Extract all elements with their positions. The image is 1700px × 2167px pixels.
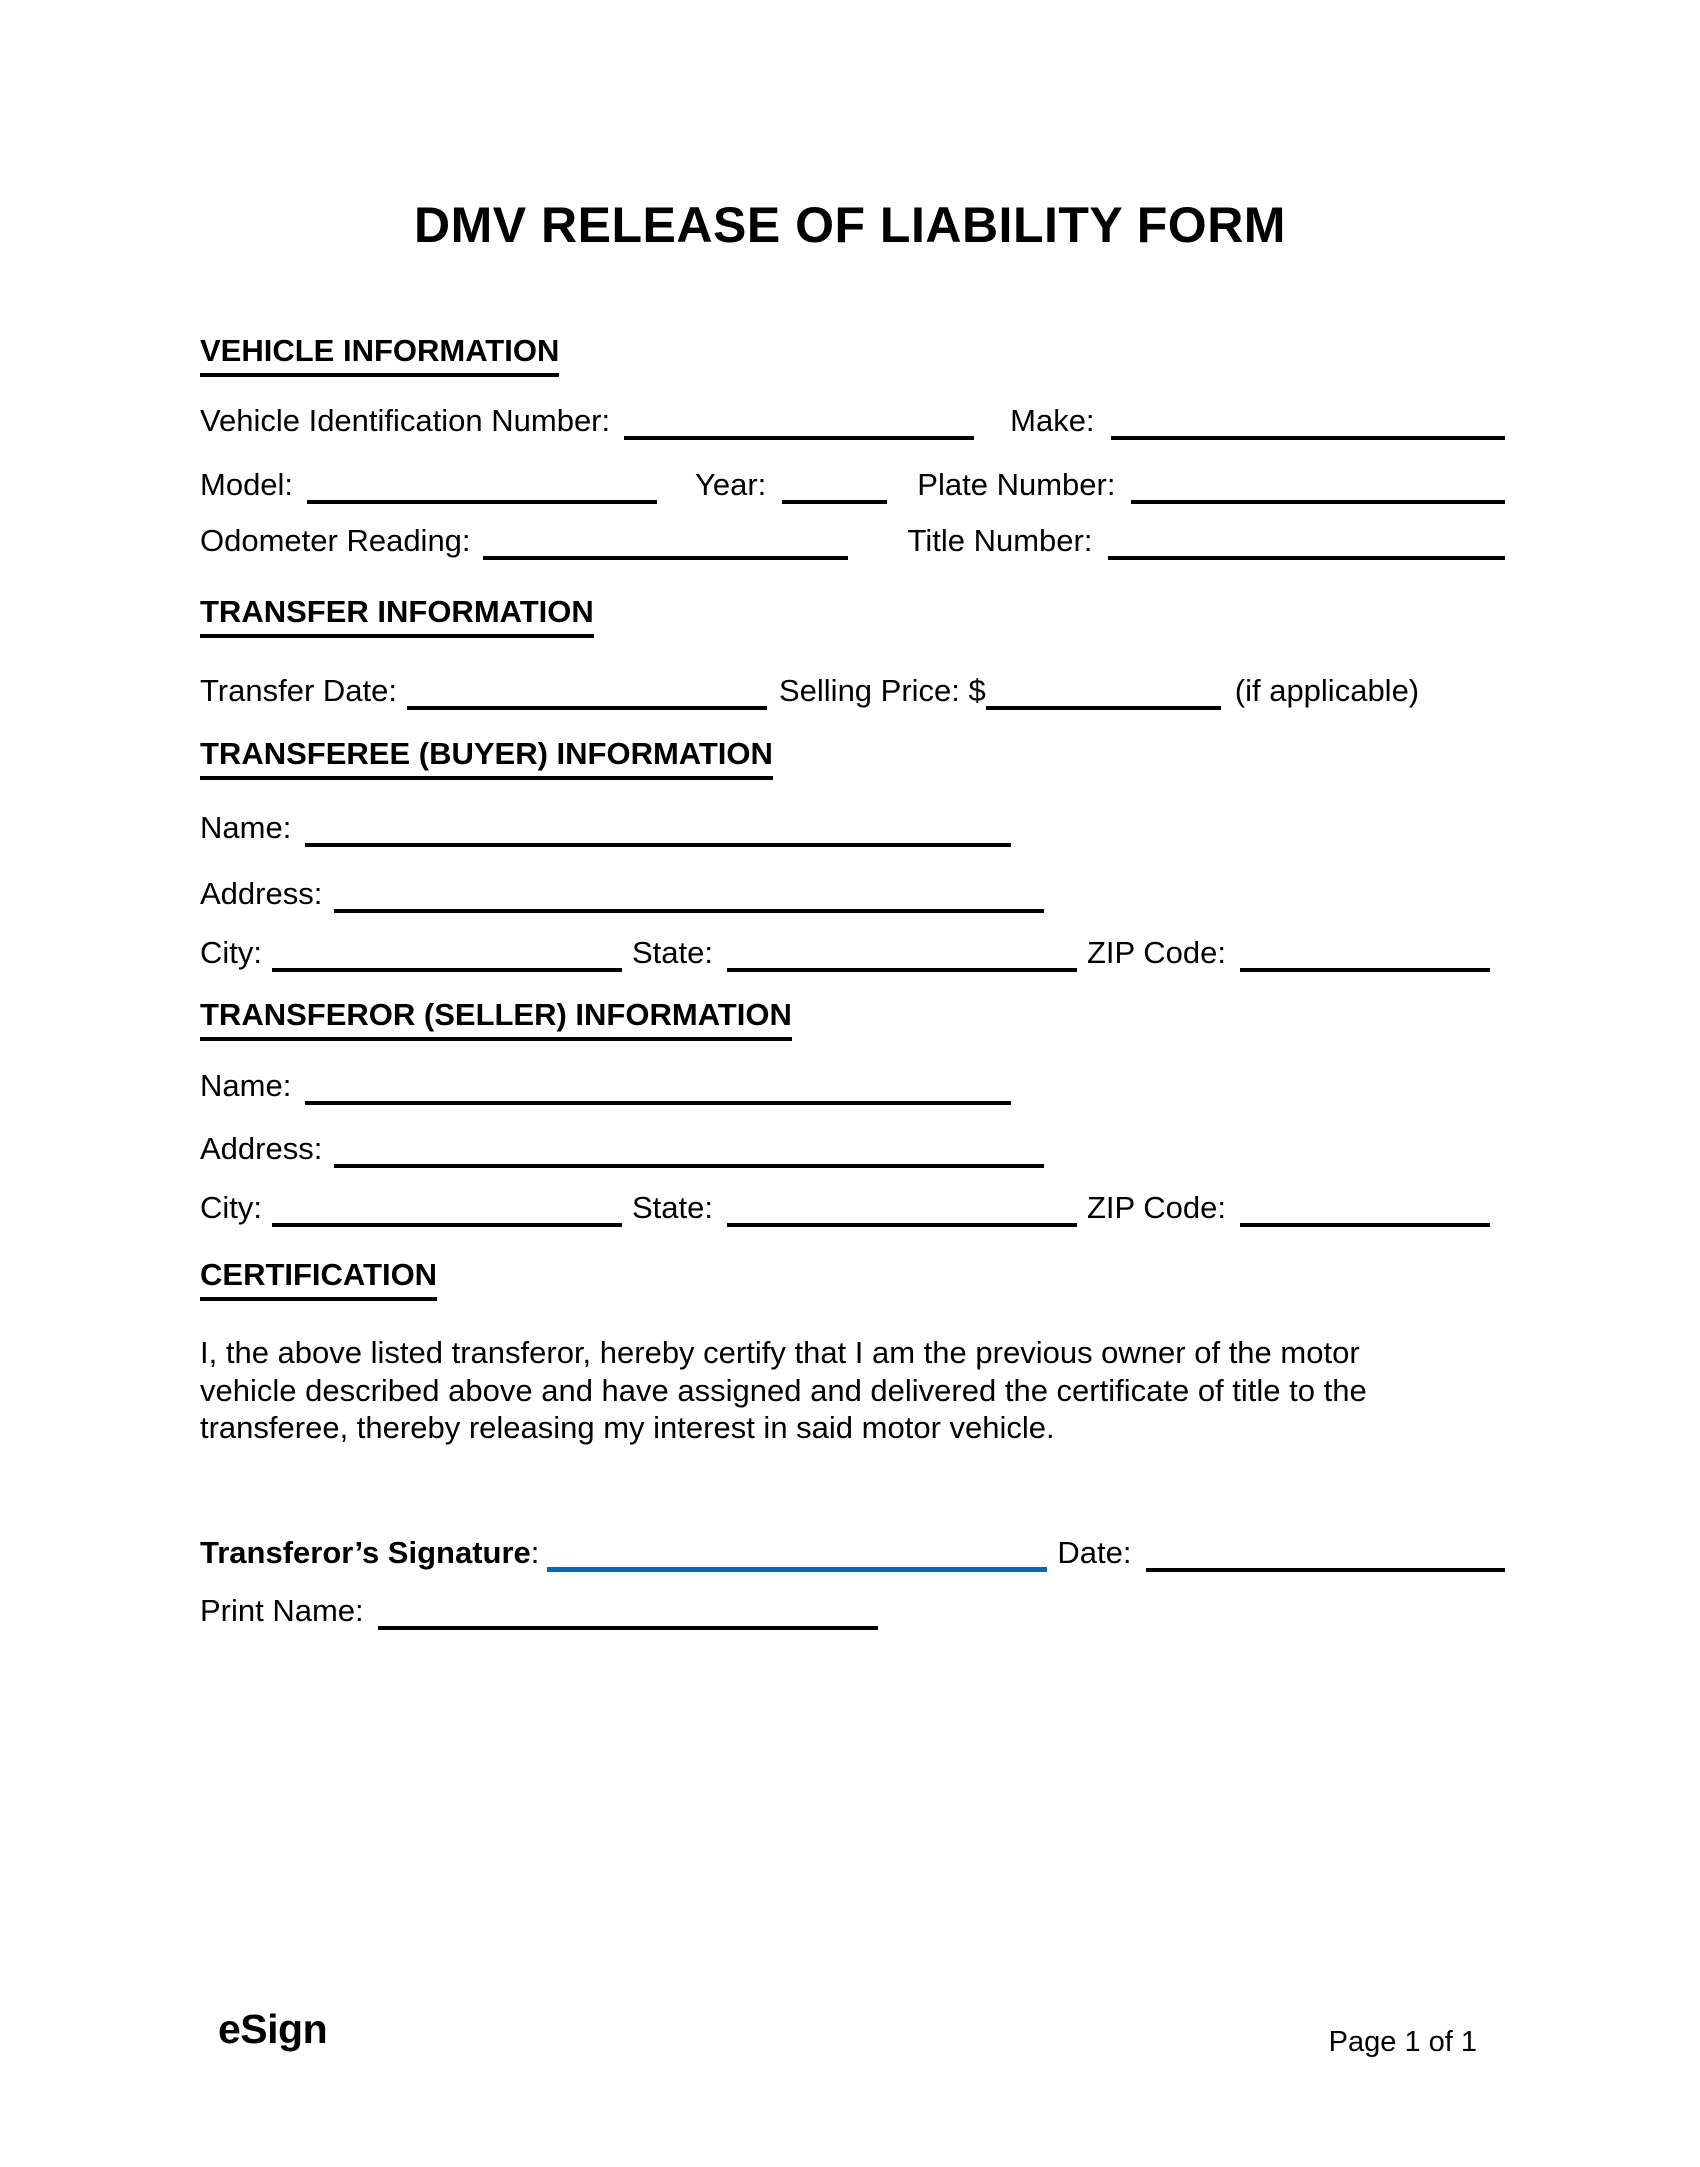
seller-address-label: Address: — [200, 1131, 323, 1166]
odometer-field[interactable] — [483, 526, 848, 560]
transferor-signature-label: Transferor’s Signature — [200, 1535, 531, 1570]
selling-price-label: Selling Price: $ — [778, 673, 986, 708]
transfer-date-label: Transfer Date: — [200, 673, 397, 708]
buyer-name-label: Name: — [200, 810, 292, 845]
seller-state-label: State: — [632, 1190, 713, 1225]
seller-name-label: Name: — [200, 1068, 292, 1103]
row-transfer-date-price — [200, 667, 1505, 710]
title-number-label: Title Number: — [907, 523, 1093, 558]
plate-number-label: Plate Number: — [917, 467, 1116, 502]
buyer-state-field[interactable] — [727, 938, 1077, 972]
row-print-name — [200, 1587, 1505, 1630]
row-signature-date — [200, 1528, 1505, 1572]
row-buyer-name — [200, 804, 1505, 847]
certification-paragraph — [200, 1334, 1367, 1447]
row-seller-address — [200, 1125, 1505, 1168]
vin-label: Vehicle Identification Number: — [200, 403, 611, 438]
section-heading-buyer: TRANSFEREE (BUYER) INFORMATION — [200, 735, 773, 780]
year-label: Year: — [695, 467, 767, 502]
print-name-label: Print Name: — [200, 1593, 364, 1628]
row-seller-name — [200, 1062, 1505, 1105]
buyer-state-label: State: — [632, 935, 713, 970]
model-field[interactable] — [307, 470, 657, 504]
buyer-zip-field[interactable] — [1240, 938, 1490, 972]
row-vin-make — [200, 397, 1505, 440]
esign-logo: eSign — [218, 2006, 328, 2052]
section-heading-certification: CERTIFICATION — [200, 1256, 437, 1301]
section-heading-vehicle: VEHICLE INFORMATION — [200, 332, 559, 377]
seller-city-label: City: — [200, 1190, 262, 1225]
seller-state-field[interactable] — [727, 1193, 1077, 1227]
row-model-year-plate — [200, 461, 1505, 504]
date-field[interactable] — [1146, 1538, 1505, 1572]
certification-line: transferee, thereby releasing my interest in said motor vehicle. — [200, 1410, 1055, 1445]
row-buyer-city-state-zip — [200, 929, 1505, 972]
odometer-label: Odometer Reading: — [200, 523, 471, 558]
vin-field[interactable] — [624, 406, 974, 440]
row-seller-city-state-zip — [200, 1184, 1505, 1227]
buyer-name-field[interactable] — [305, 813, 1011, 847]
date-label: Date: — [1057, 1535, 1132, 1570]
seller-city-field[interactable] — [272, 1193, 622, 1227]
section-heading-transfer: TRANSFER INFORMATION — [200, 593, 594, 638]
title-number-field[interactable] — [1108, 526, 1505, 560]
row-odometer-title — [200, 517, 1505, 560]
page-indicator: Page 1 of 1 — [1328, 2026, 1477, 2058]
model-label: Model: — [200, 467, 294, 502]
print-name-field[interactable] — [378, 1596, 878, 1630]
transfer-date-field[interactable] — [407, 676, 767, 710]
signature-colon: : — [530, 1535, 540, 1570]
buyer-address-field[interactable] — [334, 879, 1044, 913]
make-label: Make: — [1010, 403, 1095, 438]
buyer-zip-label: ZIP Code: — [1087, 935, 1227, 970]
section-heading-seller: TRANSFEROR (SELLER) INFORMATION — [200, 996, 792, 1041]
signature-field[interactable] — [547, 1537, 1047, 1572]
buyer-address-label: Address: — [200, 876, 323, 911]
buyer-city-label: City: — [200, 935, 262, 970]
row-buyer-address — [200, 870, 1505, 913]
certification-line: I, the above listed transferor, hereby certify that I am the previous owner of the motor — [200, 1335, 1360, 1370]
buyer-city-field[interactable] — [272, 938, 622, 972]
certification-line: vehicle described above and have assigned and delivered the certificate of title to the — [200, 1372, 1367, 1408]
plate-number-field[interactable] — [1131, 470, 1505, 504]
selling-price-field[interactable] — [986, 676, 1221, 710]
seller-zip-label: ZIP Code: — [1087, 1190, 1227, 1225]
if-applicable-note: (if applicable) — [1234, 673, 1420, 708]
year-field[interactable] — [782, 470, 887, 504]
seller-address-field[interactable] — [334, 1134, 1044, 1168]
make-field[interactable] — [1111, 406, 1505, 440]
seller-name-field[interactable] — [305, 1071, 1011, 1105]
page-title: DMV RELEASE OF LIABILITY FORM — [414, 197, 1286, 253]
seller-zip-field[interactable] — [1240, 1193, 1490, 1227]
